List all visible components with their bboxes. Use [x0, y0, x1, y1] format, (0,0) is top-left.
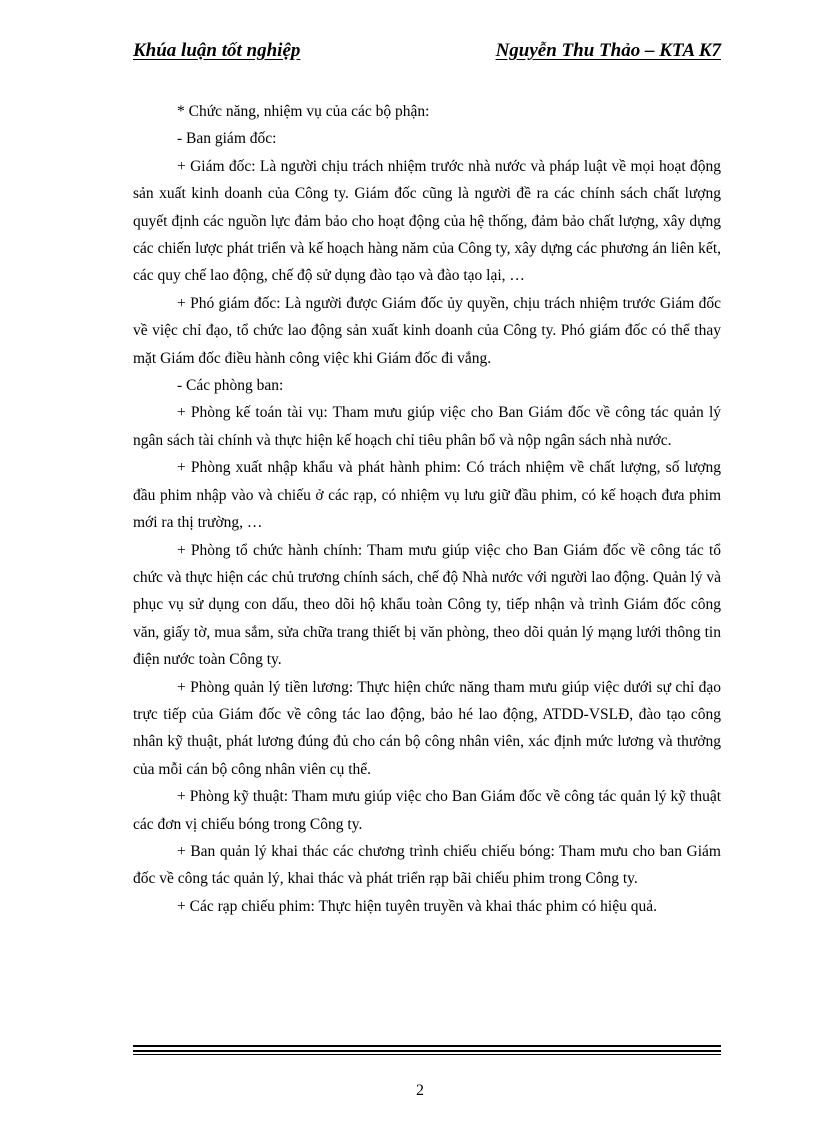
- section-heading-functions: * Chức năng, nhiệm vụ của các bộ phận:: [177, 103, 430, 120]
- paragraph-director: + Giám đốc: Là người chịu trách nhiệm trước nhà nước và pháp luật về mọi hoạt động sản xuất kinh doanh của Công ty. Giám đốc cũng là người đề ra các chính sách chất lượng quyết định các nguồn lực đảm bảo cho hoạt động của hệ thống, đảm bảo chất lượng, xây dựng các chiến lược phát triển và kế hoạch hàng năm của Công ty, xây dựng các phương án liên kết, các quy chế lao động, chế độ sử dụng đào tạo và đào tạo lại, …: [133, 157, 721, 285]
- paragraph-import-export-department: + Phòng xuất nhập khẩu và phát hành phim: Có trách nhiệm về chất lượng, số lượng đầu phim nhập vào và chiếu ở các rạp, có nhiệm vụ lưu giữ đầu phim, có kế hoạch đưa phim mới ra thị trường, …: [133, 459, 721, 532]
- paragraph-screening-management: + Ban quản lý khai thác các chương trình chiếu chiếu bóng: Tham mưu cho ban Giám đốc về công tác quản lý, khai thác và phát triển rạp bãi chiếu phim trong Công ty.: [133, 842, 721, 888]
- paragraph-admin-department: + Phòng tổ chức hành chính: Tham mưu giúp việc cho Ban Giám đốc về công tác tổ chức và thực hiện các chủ trương chính sách, chế độ Nhà nước với người lao động. Quản lý và phục vụ sử dụng con dấu, theo dõi hộ khẩu toàn Công ty, tiếp nhận và trình Giám đốc công văn, giấy tờ, mua sắm, sửa chữa trang thiết bị văn phòng, theo dõi quản lý mạng lưới thông tin điện nước toàn Công ty.: [133, 541, 721, 669]
- page-header: [133, 40, 721, 66]
- subheading-board-of-directors: - Ban giám đốc:: [177, 130, 277, 148]
- paragraph-cinemas: + Các rạp chiếu phim: Thực hiện tuyên truyền và khai thác phim có hiệu quả.: [177, 897, 657, 915]
- footer-rule-middle: [133, 1050, 721, 1052]
- subheading-departments: - Các phòng ban:: [177, 377, 284, 395]
- paragraph-technical-department: + Phòng kỹ thuật: Tham mưu giúp việc cho Ban Giám đốc về công tác quản lý kỹ thuật các đơn vị chiếu bóng trong Công ty.: [133, 788, 721, 833]
- paragraph-salary-department: + Phòng quản lý tiền lương: Thực hiện chức năng tham mưu giúp việc dưới sự chỉ đạo trực tiếp của Giám đốc về công tác lao động, bảo hé lao động, ATDD-VSLĐ, đào tạo công nhân kỹ thuật, phát lương đúng đủ cho cán bộ công nhân viên, xác định mức lương và thưởng của mỗi cán bộ công nhân viên cụ thể.: [133, 678, 721, 778]
- footer-rule-top: [133, 1045, 721, 1047]
- header-thesis-title: Khúa luận tốt nghiệp: [133, 40, 301, 61]
- paragraph-deputy-director: + Phó giám đốc: Là người được Giám đốc ủy quyền, chịu trách nhiệm trước Giám đốc về việc chỉ đạo, tổ chức lao động sản xuất kinh doanh của Công ty. Phó giám đốc có thể thay mặt Giám đốc điều hành công việc khi Giám đốc đi vắng.: [133, 294, 721, 367]
- paragraph-accounting-department: + Phòng kế toán tài vụ: Tham mưu giúp việc cho Ban Giám đốc về công tác quản lý ngân sách tài chính và thực hiện kế hoạch chỉ tiêu phân bổ và nộp ngân sách nhà nước.: [133, 404, 721, 449]
- header-author: Nguyễn Thu Thảo – KTA K7: [495, 40, 721, 61]
- footer-rule-bottom: [133, 1054, 721, 1055]
- document-body: [133, 98, 721, 920]
- page-number: 2: [416, 1082, 424, 1099]
